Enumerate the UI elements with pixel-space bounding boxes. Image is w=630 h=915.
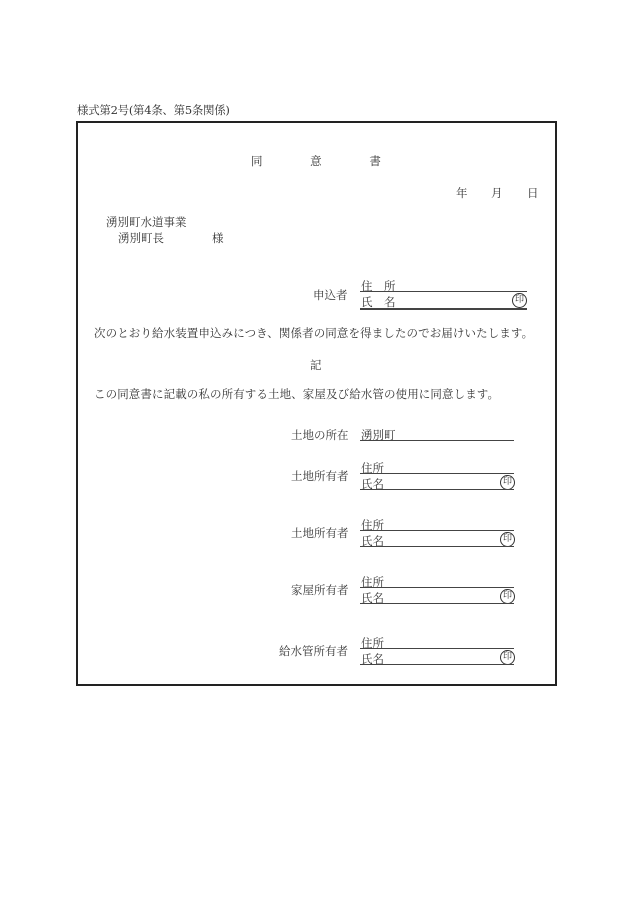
owner-3-name-line[interactable] bbox=[360, 603, 514, 604]
date-year-field[interactable]: 年 bbox=[456, 186, 468, 200]
land-location-label: 土地の所在 bbox=[291, 428, 349, 442]
owner-label-pipe: 給水管所有者 bbox=[279, 644, 348, 658]
date-month-field[interactable]: 月 bbox=[491, 186, 503, 200]
applicant-address-label: 住 所 bbox=[361, 279, 396, 293]
page-title bbox=[251, 153, 381, 169]
owner-2-address-label: 住所 bbox=[361, 518, 384, 532]
owner-1-address-line[interactable] bbox=[360, 473, 514, 474]
land-location-value: 湧別町 bbox=[361, 428, 396, 442]
applicant-label: 申込者 bbox=[313, 288, 348, 302]
owner-3-address-label: 住所 bbox=[361, 575, 384, 589]
form-number-label: 様式第2号(第4条、第5条関係) bbox=[77, 103, 230, 117]
seal-icon: 印 bbox=[500, 650, 515, 665]
owner-label-house: 家屋所有者 bbox=[291, 583, 349, 597]
title-char-1: 同 bbox=[251, 154, 263, 168]
seal-icon: 印 bbox=[500, 532, 515, 547]
owner-1-address-label: 住所 bbox=[361, 461, 384, 475]
owner-1-name-line[interactable] bbox=[360, 489, 514, 490]
owner-1-name-label: 氏名 bbox=[361, 477, 384, 491]
addressee-honorific: 様 bbox=[212, 231, 224, 245]
consent-form-frame bbox=[76, 121, 557, 686]
addressee-org: 湧別町水道事業 bbox=[106, 215, 187, 229]
applicant-name-label: 氏 名 bbox=[361, 295, 396, 309]
title-char-3: 書 bbox=[369, 154, 381, 168]
consent-text: この同意書に記載の私の所有する土地、家屋及び給水管の使用に同意します。 bbox=[94, 387, 500, 401]
intro-text: 次のとおり給水装置申込みにつき、関係者の同意を得ましたのでお届けいたします。 bbox=[94, 326, 534, 340]
title-char-2: 意 bbox=[310, 154, 322, 168]
owner-2-address-line[interactable] bbox=[360, 530, 514, 531]
seal-icon: 印 bbox=[500, 589, 515, 604]
seal-icon: 印 bbox=[500, 475, 515, 490]
owner-4-name-label: 氏名 bbox=[361, 652, 384, 666]
owner-label-land-1: 土地所有者 bbox=[291, 469, 349, 483]
date-day-field[interactable]: 日 bbox=[527, 186, 539, 200]
owner-2-name-line[interactable] bbox=[360, 546, 514, 547]
owner-2-name-label: 氏名 bbox=[361, 534, 384, 548]
owner-3-name-label: 氏名 bbox=[361, 591, 384, 605]
ki-heading: 記 bbox=[310, 358, 322, 372]
owner-4-address-label: 住所 bbox=[361, 636, 384, 650]
applicant-address-line[interactable] bbox=[360, 291, 527, 292]
owner-3-address-line[interactable] bbox=[360, 587, 514, 588]
land-location-line[interactable] bbox=[360, 440, 514, 441]
addressee-head: 湧別町長 bbox=[118, 231, 164, 245]
owner-4-name-line[interactable] bbox=[360, 664, 514, 665]
owner-label-land-2: 土地所有者 bbox=[291, 526, 349, 540]
seal-icon: 印 bbox=[512, 293, 527, 308]
applicant-name-line[interactable] bbox=[360, 308, 527, 310]
owner-4-address-line[interactable] bbox=[360, 648, 514, 649]
